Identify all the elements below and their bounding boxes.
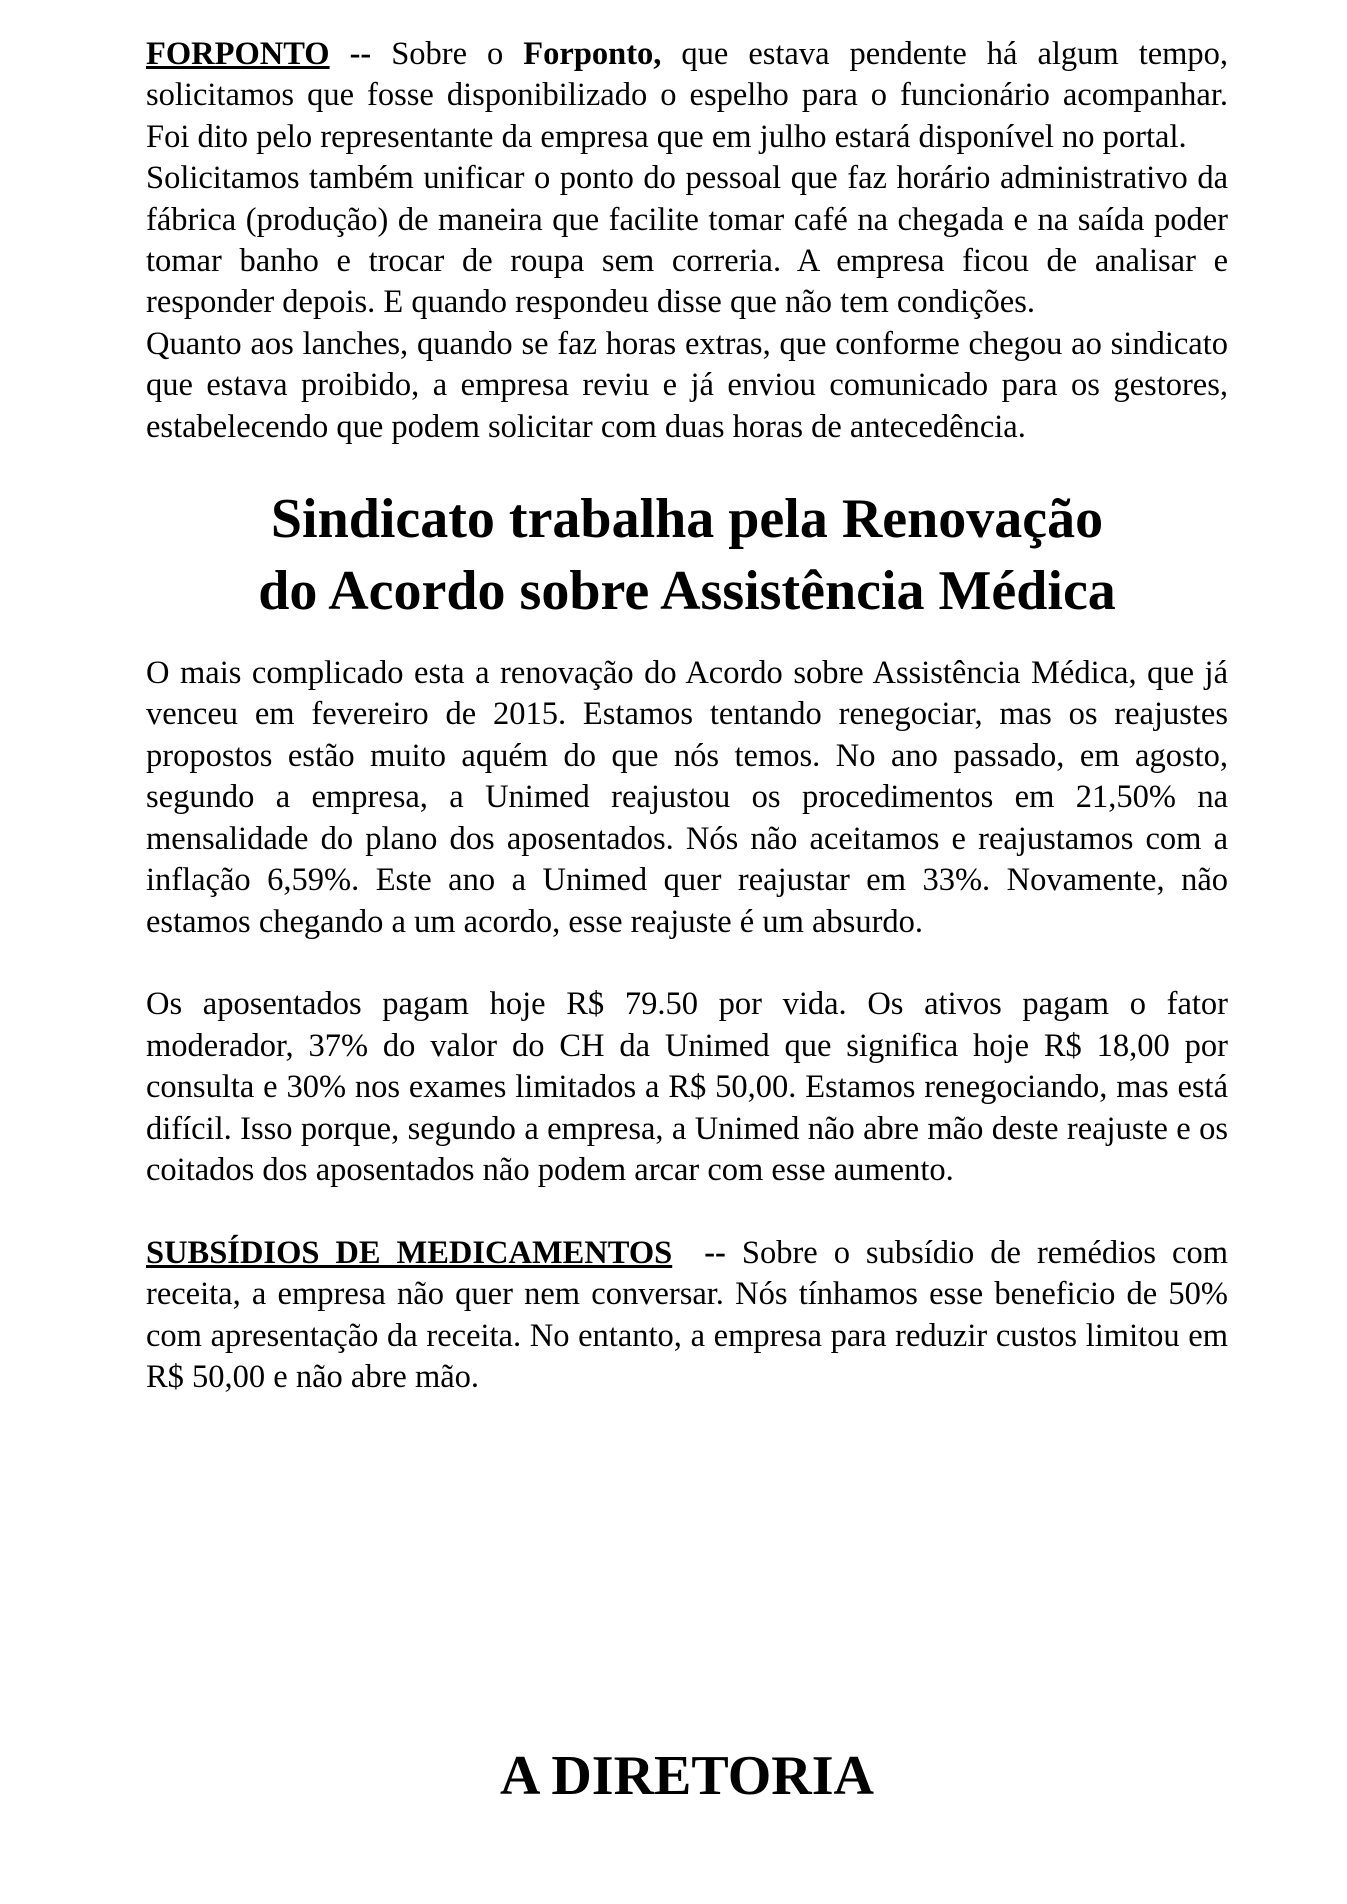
forponto-paragraph-1 (146, 34, 1228, 158)
forponto-separator: -- (349, 36, 372, 72)
headline-line-2: do Acordo sobre Assistência Médica (258, 560, 1116, 623)
forponto-paragraph-2: Solicitamos também unificar o ponto do pessoal que faz horário administrativo da fábrica (produção) de maneira que facilite tomar café na chegada e na saída poder tomar banho e trocar de roupa sem correria. A empresa ficou de analisar e responder depois. E quando respondeu disse que não tem condições. (146, 160, 1228, 321)
forponto-label: FORPONTO (146, 36, 330, 72)
assistencia-paragraph-1: O mais complicado esta a renovação do Acordo sobre Assistência Médica, que já venceu em fevereiro de 2015. Estamos tentando renegociar, mas os reajustes propostos estão muito aquém do que nós temos. No ano passado, em agosto, segundo a empresa, a Unimed reajustou os procedimentos em 21,50% na mensalidade do plano dos aposentados. Nós não aceitamos e reajustamos com a inflação 6,59%. Este ano a Unimed quer reajustar em 33%. Novamente, não estamos chegando a um acordo, esse reajuste é um absurdo. (146, 655, 1228, 940)
forponto-intro-before: Sobre o (391, 36, 504, 72)
forponto-bold-name: Forponto, (523, 36, 662, 72)
headline-line-1: Sindicato trabalha pela Renovação (270, 488, 1104, 551)
subsidios-separator: -- (704, 1234, 726, 1271)
subsidios-label: SUBSÍDIOS DE MEDICAMENTOS (146, 1234, 673, 1271)
headline (146, 483, 1228, 627)
document-page (146, 34, 1229, 1807)
subsidios-paragraph (146, 1233, 1228, 1399)
forponto-intro-after: que estava pendente há algum tempo, solicitamos que fosse disponibilizado o espelho para o funcionário acompanhar. Foi dito pelo representante da empresa que em julho estará disponível no portal. (146, 36, 1229, 155)
forponto-paragraph-3: Quanto aos lanches, quando se faz horas extras, que conforme chegou ao sindicato que estava proibido, a empresa reviu e já enviou comunicado para os gestores, estabelecendo que podem solicitar com duas horas de antecedência. (146, 325, 1228, 445)
assistencia-paragraph-2: Os aposentados pagam hoje R$ 79.50 por vida. Os ativos pagam o fator moderador, 37% do valor do CH da Unimed que significa hoje R$ 18,00 por consulta e 30% nos exames limitados a R$ 50,00. Estamos renegociando, mas está difícil. Isso porque, segundo a empresa, a Unimed não abre mão deste reajuste e os coitados dos aposentados não podem arcar com esse aumento. (146, 986, 1228, 1188)
signature: A DIRETORIA (500, 1745, 874, 1807)
subsidios-text: Sobre o subsídio de remédios com receita, a empresa não quer nem conversar. Nós tínhamos esse beneficio de 50% com apresentação da receita. No entanto, a empresa para reduzir custos limitou em R$ 50,00 e não abre mão. (146, 1234, 1229, 1395)
